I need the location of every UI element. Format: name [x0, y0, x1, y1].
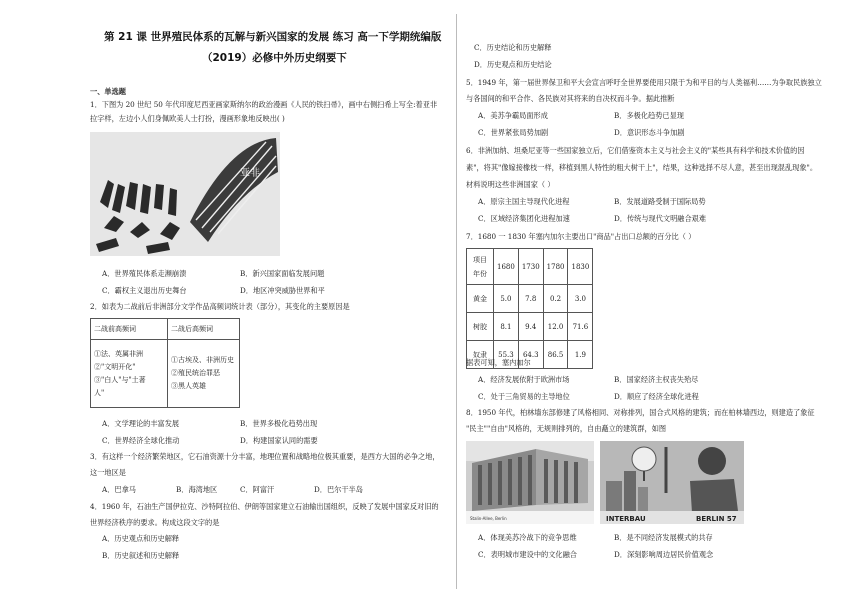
q7-row-label: 黄金 [467, 285, 494, 313]
q3-option-a[interactable]: A．巴拿马 [102, 485, 136, 494]
q2-stem: 2．如表为二战前后非洲部分文学作品高频词统计表（部分），其变化的主要原因是 [90, 302, 350, 311]
q7-after-text: 据表可知，塞内加尔 [466, 358, 531, 367]
q1-option-c[interactable]: C．霸权主义退出历史舞台 [102, 286, 187, 295]
q6-option-a[interactable]: A．原宗主国主导现代化进程 [478, 197, 570, 206]
photo-caption: Stalin-Allee, Berlin [470, 516, 507, 521]
q6-option-b[interactable]: B．发展道路受制于国际局势 [614, 197, 706, 206]
q4-option-d[interactable]: D．历史观点和历史结论 [474, 60, 552, 69]
q6-stem-line3: 材料说明这些非洲国家（ ） [466, 180, 555, 189]
section-heading: 一、单选题 [90, 87, 126, 96]
q7-cell: 1.9 [568, 341, 593, 369]
q7-cell: 64.3 [518, 341, 543, 369]
q2-before-word-1: ①法、英属非洲 [94, 349, 143, 358]
q3-option-d[interactable]: D．巴尔干半岛 [314, 485, 363, 494]
q8-option-c[interactable]: C．表明城市建设中的文化融合 [478, 550, 577, 559]
q7-year-2: 1730 [518, 249, 543, 285]
q7-cell: 55.3 [494, 341, 519, 369]
worksheet-title-line1: 第 21 课 世界殖民体系的瓦解与新兴国家的发展 练习 高一下学期统编版 [104, 31, 442, 43]
q6-stem-line1: 6．非洲加纳、坦桑尼亚等一些国家独立后，它们借鉴资本主义与社会主义的"某些具有科学和技术价值的因 [466, 146, 805, 155]
q8-option-d[interactable]: D．深刻影响周边居民价值观念 [614, 550, 714, 559]
q3-option-c[interactable]: C．阿富汗 [240, 485, 275, 494]
q2-option-b[interactable]: B．世界多极化趋势出现 [240, 419, 318, 428]
q8-option-b[interactable]: B．是不同经济发展模式的共存 [614, 533, 713, 542]
q1-stem-line1: 1．下图为 20 世纪 50 年代印度尼西亚画家斯纳尔的政治漫画《人民的铁扫帚》，画中右侧扫希上写全:着亚非 [90, 100, 438, 109]
q1-option-b[interactable]: B．新兴国家面临发展问题 [240, 269, 325, 278]
q2-before-word-2: ②"文明开化" [94, 362, 136, 371]
q6-stem-line2: 素"，将其"像嫁接橡枝一样，移植到黑人特性的粗大树干上"，结果，这种选择不尽人意，甚至出现混乱现象"。 [466, 163, 818, 172]
q7-cell: 9.4 [518, 313, 543, 341]
q8-stem-line1: 8．1950 年代，柏林墙东部修建了风格相同、对称排列，国合式风格的建筑；而在柏林墙西边，则建造了象征 [466, 408, 815, 417]
q5-option-b[interactable]: B．多极化趋势已显现 [614, 111, 684, 120]
q7-cell: 0.2 [543, 285, 568, 313]
q7-year-3: 1780 [543, 249, 568, 285]
q2-option-d[interactable]: D．构建国家认同的需要 [240, 436, 318, 445]
q2-before-word-3-cont: 人" [94, 388, 105, 397]
q1-option-d[interactable]: D．地区冲突威胁世界和平 [240, 286, 325, 295]
q7-row-label: 奴隶 [467, 341, 494, 369]
q2-before-cell [91, 340, 168, 408]
q1-stem-line2: 拉字样，左边小人们身佩欧美人士打扮，漫画形象地反映出( ) [90, 114, 285, 123]
q2-header-after: 二战后高频词 [168, 319, 240, 340]
q7-cell: 7.8 [518, 285, 543, 313]
q6-option-d[interactable]: D．传统与现代文明融合艰难 [614, 214, 707, 223]
q7-head-year: 年份 [473, 269, 487, 278]
q7-corner-cell [467, 249, 494, 285]
q7-head-item: 项目 [473, 255, 487, 264]
poster-title: INTERBAU [606, 515, 646, 523]
q2-after-word-2: ②殖民统治罪恶 [171, 369, 220, 377]
q7-cell: 3.0 [568, 285, 593, 313]
interbau-poster [600, 441, 744, 524]
q3-stem-line1: 3．有这样一个经济繁荣地区，它石油资源十分丰富，地理位置和战略地位极其重要，是西方大国的必争之地， [90, 452, 440, 461]
q7-cell: 12.0 [543, 313, 568, 341]
column-divider [456, 14, 457, 589]
q7-cell: 5.0 [494, 285, 519, 313]
q2-before-word-3: ③"白人"与"土著 [94, 375, 146, 384]
q4-option-b[interactable]: B．历史叙述和历史解释 [102, 551, 180, 560]
q5-option-c[interactable]: C．世界紧张局势加剧 [478, 128, 549, 137]
q4-stem-line2: 世界经济秩序的要求。构成这段文字的是 [90, 518, 220, 527]
q7-year-1: 1680 [494, 249, 519, 285]
q5-stem-line1: 5．1949 年，第一届世界保卫和平大会宣言呼吁全世界要使用只限于为和平目的与人类福利……为争取民族独立 [466, 78, 822, 87]
q2-header-before: 二战前高频词 [91, 319, 168, 340]
q3-stem-line2: 这一地区是 [90, 468, 126, 477]
q1-option-a[interactable]: A．世界殖民体系走濒崩溃 [102, 269, 187, 278]
worksheet-title-line2: （2019）必修中外历史纲要下 [202, 52, 347, 64]
q3-option-b[interactable]: B．海湾地区 [176, 485, 218, 494]
q7-option-d[interactable]: D．顺应了经济全球化进程 [614, 392, 699, 401]
q7-export-table [466, 248, 593, 369]
q7-year-4: 1830 [568, 249, 593, 285]
q2-after-cell [168, 340, 240, 408]
q7-cell: 86.5 [543, 341, 568, 369]
broom-label-text: 亚非 [240, 168, 260, 179]
q5-option-d[interactable]: D．意识形态斗争加剧 [614, 128, 685, 137]
q2-after-word-3: ③黑人英雄 [171, 382, 206, 390]
cartoon-iron-broom-image [90, 132, 280, 256]
q5-stem-line2: 与各国间的和平合作、各民族对其将来的自决权而斗争。据此推断 [466, 94, 675, 103]
q7-option-b[interactable]: B．国家经济主权丧失殆尽 [614, 375, 699, 384]
q6-option-c[interactable]: C．区域经济集团化进程加速 [478, 214, 570, 223]
q7-cell: 71.6 [568, 313, 593, 341]
q4-stem-line1: 4．1960 年，石油生产国伊拉克、沙特阿拉伯、伊朗等国家建立石油输出国组织，反映了发展中国家反对旧的 [90, 502, 439, 511]
q2-option-a[interactable]: A．文学理论的丰富发展 [102, 419, 180, 428]
q8-option-a[interactable]: A．体现美苏冷战下的竞争思维 [478, 533, 577, 542]
poster-subtitle: BERLIN 57 [696, 515, 737, 523]
q4-option-c[interactable]: C．历史结论和历史解释 [474, 43, 552, 52]
q8-stem-line2: "民主""自由"风格的，无规则排列的，自由矗立的建筑群，如图 [466, 424, 667, 433]
q7-stem: 7．1680 一 1830 年塞内加尔主要出口"商品"占出口总额的百分比（ ） [466, 232, 696, 241]
q7-cell: 8.1 [494, 313, 519, 341]
q7-option-c[interactable]: C．处于三角贸易的主导地位 [478, 392, 570, 401]
q4-option-a[interactable]: A．历史观点和历史解释 [102, 534, 180, 543]
q2-word-frequency-table [90, 318, 240, 408]
q5-option-a[interactable]: A．美苏争霸局面形成 [478, 111, 548, 120]
q2-after-word-1: ①古埃及、非洲历史 [171, 356, 234, 364]
q7-row-label: 树胶 [467, 313, 494, 341]
q2-option-c[interactable]: C．世界经济全球化推动 [102, 436, 180, 445]
q7-option-a[interactable]: A．经济发展依附于欧洲市场 [478, 375, 570, 384]
stalinallee-photo [466, 441, 594, 524]
